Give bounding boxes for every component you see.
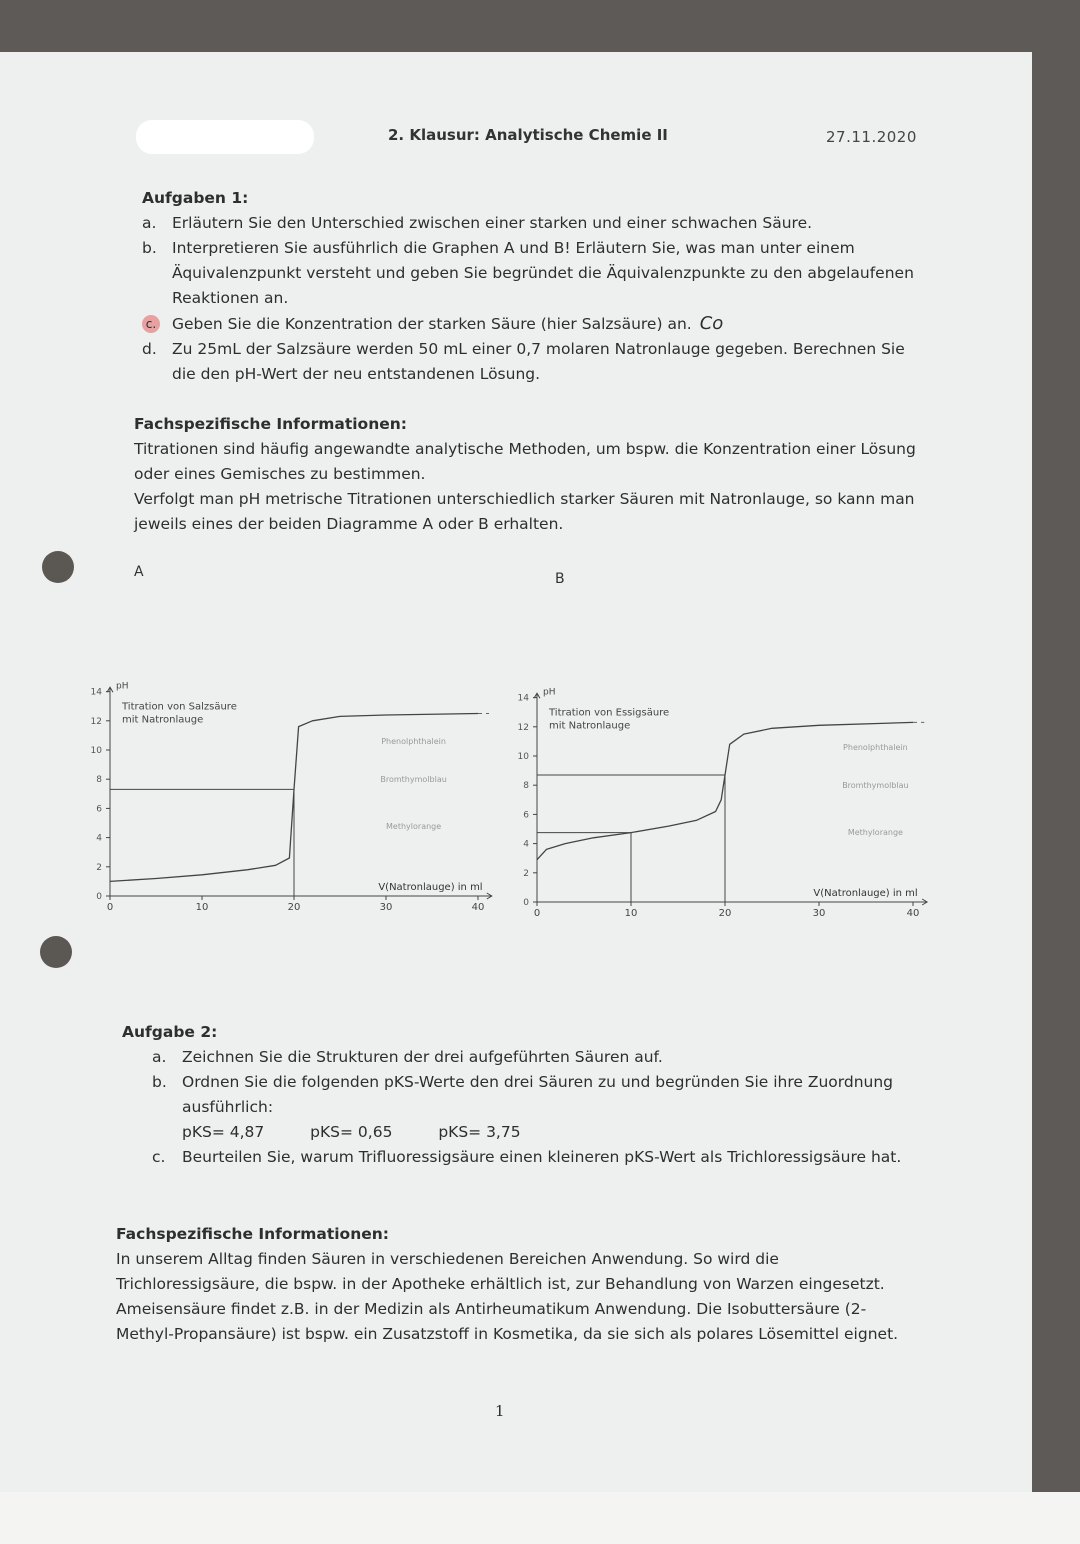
- item-text: Interpretieren Sie ausführlich die Graphen A und B! Erläutern Sie, was man unter einem Äquivalenzpunkt versteht und geben Sie begründet die Äquivalenzpunkte zu den abgelaufenen Reaktionen an.: [172, 239, 914, 307]
- x-tick-label: 20: [718, 908, 732, 919]
- info2-text: In unserem Alltag finden Säuren in verschiedenen Bereichen Anwendung. So wird die Trichloressigsäure, die bspw. in der Apotheke erhältlich ist, zur Behandlung von Warzen eingesetzt. Ameisensäure findet z.B. in der Medizin als Antirheumatikum Anwendung. Die Isobuttersäure (2-Methyl-Propansäure) ist bspw. ein Zusatzstoff in Kosmetika, da sie sich als polares Lösemittel eignet.: [116, 1250, 899, 1343]
- chart-title-line2: mit Natronlauge: [122, 714, 204, 726]
- item-text: Zeichnen Sie die Strukturen der drei aufgeführten Säuren auf.: [182, 1048, 663, 1066]
- info1-paragraph: Titrationen sind häufig angewandte analytische Methoden, um bspw. die Konzentration einer Lösung oder eines Gemisches zu bestimmen.: [134, 440, 916, 483]
- item-text: Beurteilen Sie, warum Trifluoressigsäure einen kleineren pKS-Wert als Trichloressigsäure hat.: [182, 1148, 902, 1166]
- handwritten-note: Co: [699, 313, 724, 334]
- y-tick-label: 12: [90, 716, 102, 727]
- chart-title-line1: Titration von Salzsäure: [122, 701, 237, 713]
- y-tick-label: 4: [96, 833, 102, 844]
- pks-value: pKS= 4,87: [182, 1123, 265, 1141]
- indicator-label: Methylorange: [386, 821, 442, 831]
- indicator-label: Phenolphthalein: [381, 737, 446, 747]
- item-label: c.: [142, 315, 160, 333]
- y-axis-label: pH: [116, 681, 129, 692]
- chart-panel-label: B: [555, 571, 565, 587]
- y-tick-label: 8: [523, 781, 529, 792]
- info2-section: [116, 1222, 906, 1347]
- chart-title-line1: Titration von Essigsäure: [549, 707, 670, 719]
- aufgabe2-item-b: [152, 1070, 902, 1120]
- indicator-label: Bromthymolblau: [380, 775, 447, 785]
- indicator-label: Bromthymolblau: [842, 781, 909, 791]
- item-text: Zu 25mL der Salzsäure werden 50 mL einer 0,7 molaren Natronlauge gegeben. Berechnen Sie die den pH-Wert der neu entstandenen Lösung.: [172, 340, 905, 383]
- pks-value: pKS= 3,75: [438, 1123, 521, 1141]
- y-tick-label: 10: [517, 752, 529, 762]
- x-tick-label: 0: [106, 902, 114, 913]
- info2-heading: Fachspezifische Informationen:: [116, 1225, 389, 1243]
- y-tick-label: 2: [523, 868, 529, 879]
- y-tick-label: 8: [96, 775, 102, 786]
- aufgabe2-item-a: [152, 1045, 902, 1070]
- indicator-label: Phenolphthalein: [843, 743, 908, 753]
- x-tick-label: 30: [812, 908, 826, 919]
- y-tick-label: 2: [96, 862, 102, 873]
- y-tick-label: 0: [523, 898, 529, 908]
- y-tick-label: 4: [523, 839, 529, 850]
- item-label: c.: [152, 1148, 166, 1166]
- aufgabe2-heading: Aufgabe 2:: [122, 1023, 218, 1041]
- y-tick-label: 0: [96, 892, 102, 902]
- x-tick-label: 0: [533, 908, 541, 919]
- aufgabe2-item-c: [152, 1145, 902, 1170]
- x-tick-label: 10: [195, 902, 209, 913]
- item-label: d.: [142, 340, 157, 358]
- exam-title: 2. Klausur: Analytische Chemie II: [388, 126, 668, 144]
- x-tick-label: 20: [287, 902, 301, 913]
- chart-title-line2: mit Natronlauge: [549, 720, 631, 732]
- item-label: b.: [142, 239, 157, 257]
- aufgabe1-heading: Aufgaben 1:: [142, 189, 249, 207]
- x-tick-label: 40: [906, 908, 920, 919]
- bottom-strip: [0, 1492, 1080, 1544]
- pks-value: pKS= 0,65: [310, 1123, 393, 1141]
- y-tick-label: 6: [96, 804, 102, 815]
- x-tick-label: 10: [624, 908, 638, 919]
- info1-paragraph: Verfolgt man pH metrische Titrationen unterschiedlich starker Säuren mit Natronlauge, so kann man jeweils eines der beiden Diagramme A oder B erhalten.: [134, 490, 915, 533]
- y-axis-label: pH: [543, 687, 556, 698]
- y-tick-label: 6: [523, 810, 529, 821]
- pks-values-row: [182, 1120, 902, 1145]
- indicator-label: Methylorange: [847, 827, 903, 837]
- x-axis-label: V(Natronlauge) in ml: [378, 882, 483, 893]
- item-label: a.: [142, 214, 157, 232]
- item-text: Erläutern Sie den Unterschied zwischen einer starken und einer schwachen Säure.: [172, 214, 813, 232]
- y-tick-label: 14: [90, 687, 102, 698]
- info1-heading: Fachspezifische Informationen:: [134, 415, 407, 433]
- chart-panel-label: A: [134, 564, 144, 580]
- x-tick-label: 30: [379, 902, 393, 913]
- aufgabe2-section: [122, 1020, 902, 1170]
- exam-date: 27.11.2020: [826, 128, 917, 146]
- x-axis-label: V(Natronlauge) in ml: [813, 888, 918, 899]
- item-text: Geben Sie die Konzentration der starken Säure (hier Salzsäure) an.: [172, 315, 692, 333]
- page-number: 1: [495, 1402, 505, 1420]
- y-tick-label: 10: [90, 746, 102, 756]
- item-text: Ordnen Sie die folgenden pKS-Werte den drei Säuren zu und begründen Sie ihre Zuordnung ausführlich:: [182, 1073, 894, 1116]
- x-tick-label: 40: [471, 902, 485, 913]
- item-label: b.: [152, 1073, 167, 1091]
- item-label: a.: [152, 1048, 167, 1066]
- y-tick-label: 12: [517, 722, 529, 733]
- y-tick-label: 14: [517, 693, 529, 704]
